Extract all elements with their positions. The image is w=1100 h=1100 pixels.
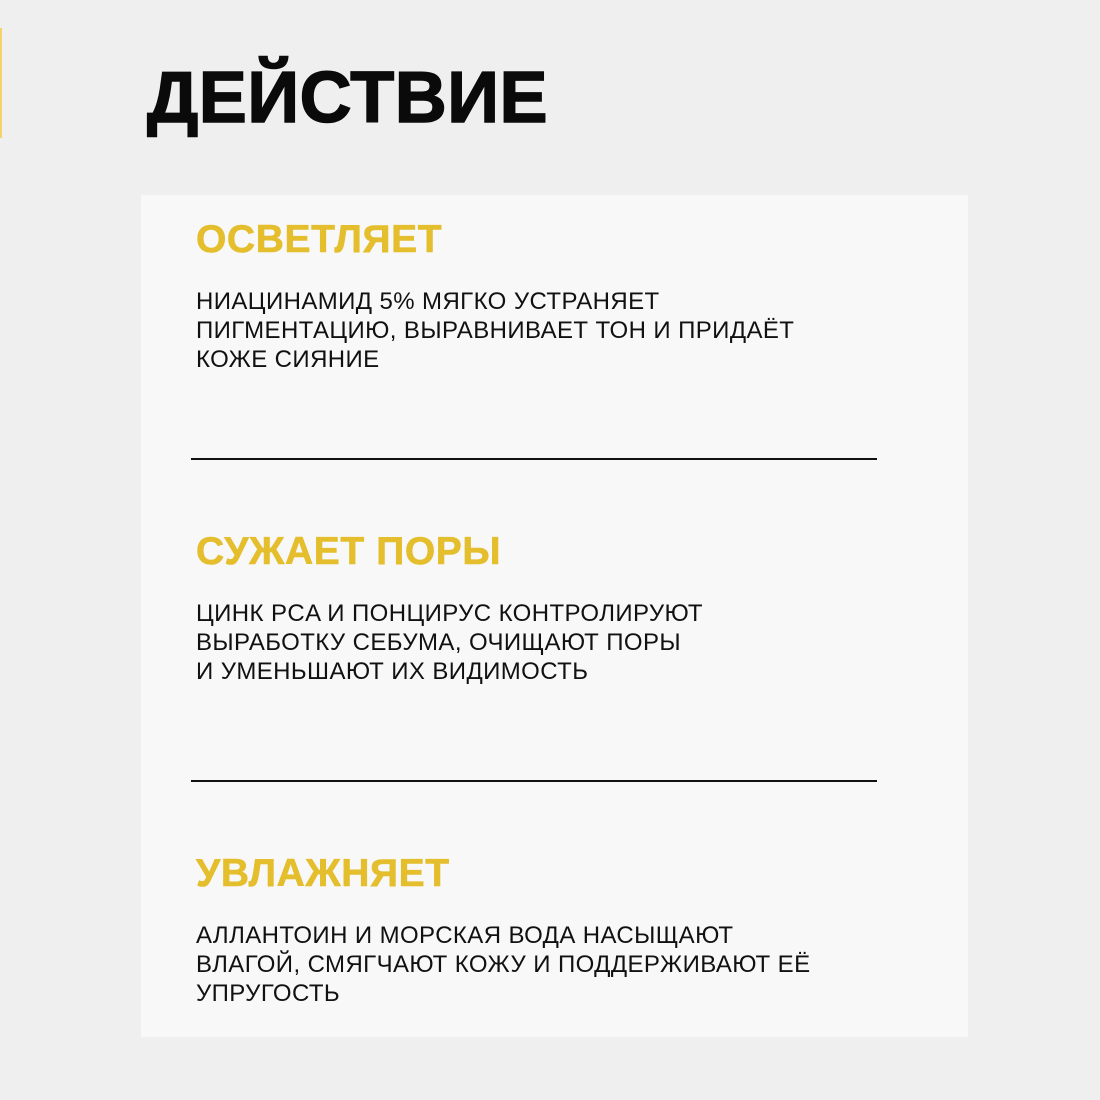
benefits-card: [141, 195, 968, 1037]
description-line: ВЫРАБОТКУ СЕБУМА, ОЧИЩАЮТ ПОРЫ: [196, 629, 682, 656]
description-line: КОЖЕ СИЯНИЕ: [196, 346, 380, 373]
benefit-section-pores: [196, 529, 896, 686]
benefit-section-brightening: [196, 217, 896, 374]
description-line: УПРУГОСТЬ: [196, 980, 341, 1007]
section-divider: [191, 458, 877, 460]
benefit-section-moisturizing: [196, 851, 896, 1008]
benefit-heading: УВЛАЖНЯЕТ: [196, 852, 450, 895]
description-line: НИАЦИНАМИД 5% МЯГКО УСТРАНЯЕТ: [196, 288, 660, 315]
benefit-heading: ОСВЕТЛЯЕТ: [196, 218, 443, 261]
description-line: ЦИНК PCA И ПОНЦИРУС КОНТРОЛИРУЮТ: [196, 600, 703, 627]
benefit-description: [196, 287, 896, 374]
description-line: ПИГМЕНТАЦИЮ, ВЫРАВНИВАЕТ ТОН И ПРИДАЁТ: [196, 317, 795, 344]
benefit-description: [196, 921, 896, 1008]
description-line: АЛЛАНТОИН И МОРСКАЯ ВОДА НАСЫЩАЮТ: [196, 922, 734, 949]
accent-edge-stripe: [0, 28, 2, 138]
description-line: И УМЕНЬШАЮТ ИХ ВИДИМОСТЬ: [196, 658, 589, 685]
page-title: ДЕЙСТВИЕ: [147, 58, 549, 138]
description-line: ВЛАГОЙ, СМЯГЧАЮТ КОЖУ И ПОДДЕРЖИВАЮТ ЕЁ: [196, 951, 811, 978]
section-divider: [191, 780, 877, 782]
benefit-description: [196, 599, 896, 686]
benefit-heading: СУЖАЕТ ПОРЫ: [196, 530, 502, 573]
